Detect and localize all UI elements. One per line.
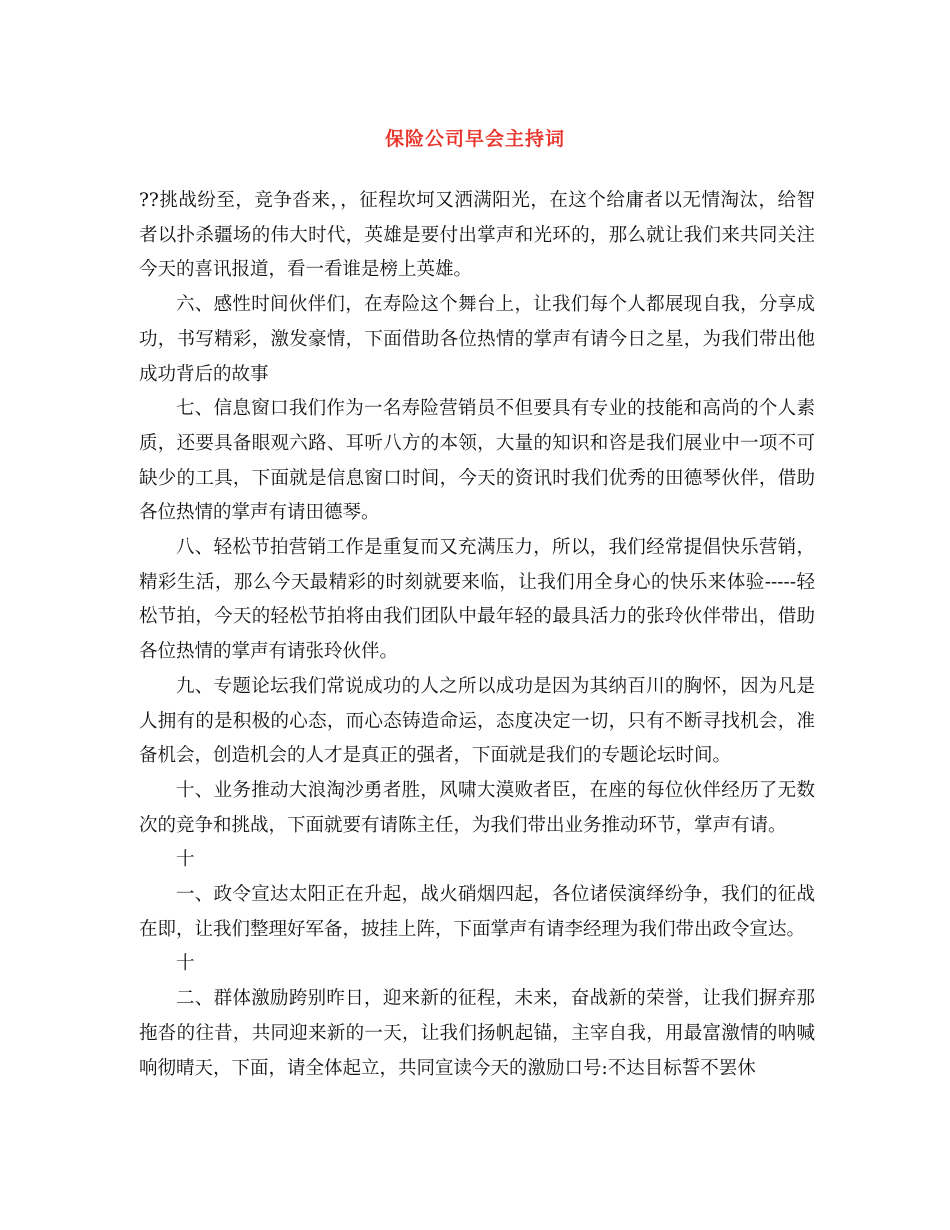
- paragraph-7: 七、信息窗口我们作为一名寿险营销员不但要具有专业的技能和高尚的个人素质，还要具备眼观六路、耳听八方的本领，大量的知识和咨是我们展业中一项不可缺少的工具，下面就是信息窗口时间，今天的资讯时我们优秀的田德琴伙伴，借助各位热情的掌声有请田德琴。: [139, 398, 815, 524]
- paragraph-10: 十、业务推动大浪淘沙勇者胜，风啸大漠败者臣，在座的每位伙伴经历了无数次的竞争和挑战，下面就要有请陈主任，为我们带出业务推动环节，掌声有请。: [139, 779, 815, 836]
- document-title: 保险公司早会主持词: [384, 128, 565, 150]
- paragraph-11-heading: 十: [176, 849, 195, 871]
- paragraph-11: 一、政令宣达太阳正在升起，战火硝烟四起，各位诸侯演绎纷争，我们的征战在即，让我们整理好军备，披挂上阵，下面掌声有请李经理为我们带出政令宣达。: [139, 884, 815, 940]
- paragraph-12: 二、群体激励跨别昨日，迎来新的征程，未来，奋战新的荣誉，让我们摒弃那拖沓的往昔，共同迎来新的一天，让我们扬帆起锚，主宰自我，用最富激情的呐喊响彻晴天，下面，请全体起立，共同宣读今天的激励口号:不达目标誓不罢休: [139, 988, 815, 1079]
- paragraph-12-heading: 十: [176, 953, 195, 975]
- paragraph-8: 八、轻松节拍营销工作是重复而又充满压力，所以，我们经常提倡快乐营销，精彩生活，那么今天最精彩的时刻就要来临，让我们用全身心的快乐来体验-----轻松节拍，今天的轻松节拍将由我们团队中最年轻的最具活力的张玲伙伴带出，借助各位热情的掌声有请张玲伙伴。: [139, 537, 815, 663]
- paragraph-intro: ??挑战纷至，竞争沓来，，征程坎坷又洒满阳光，在这个给庸者以无情淘汰，给智者以扑杀疆场的伟大时代，英雄是要付出掌声和光环的，那么就让我们来共同关注今天的喜讯报道，看一看谁是榜上英雄。: [139, 190, 815, 281]
- paragraph-9: 九、专题论坛我们常说成功的人之所以成功是因为其纳百川的胸怀，因为凡是人拥有的是积极的心态，而心态铸造命运，态度决定一切，只有不断寻找机会，准备机会，创造机会的人才是真正的强者，下面就是我们的专题论坛时间。: [139, 675, 815, 767]
- paragraph-6: 六、感性时间伙伴们，在寿险这个舞台上，让我们每个人都展现自我，分享成功，书写精彩，激发豪情，下面借助各位热情的掌声有请今日之星，为我们带出他成功背后的故事: [139, 294, 815, 385]
- document-body: [139, 184, 815, 1086]
